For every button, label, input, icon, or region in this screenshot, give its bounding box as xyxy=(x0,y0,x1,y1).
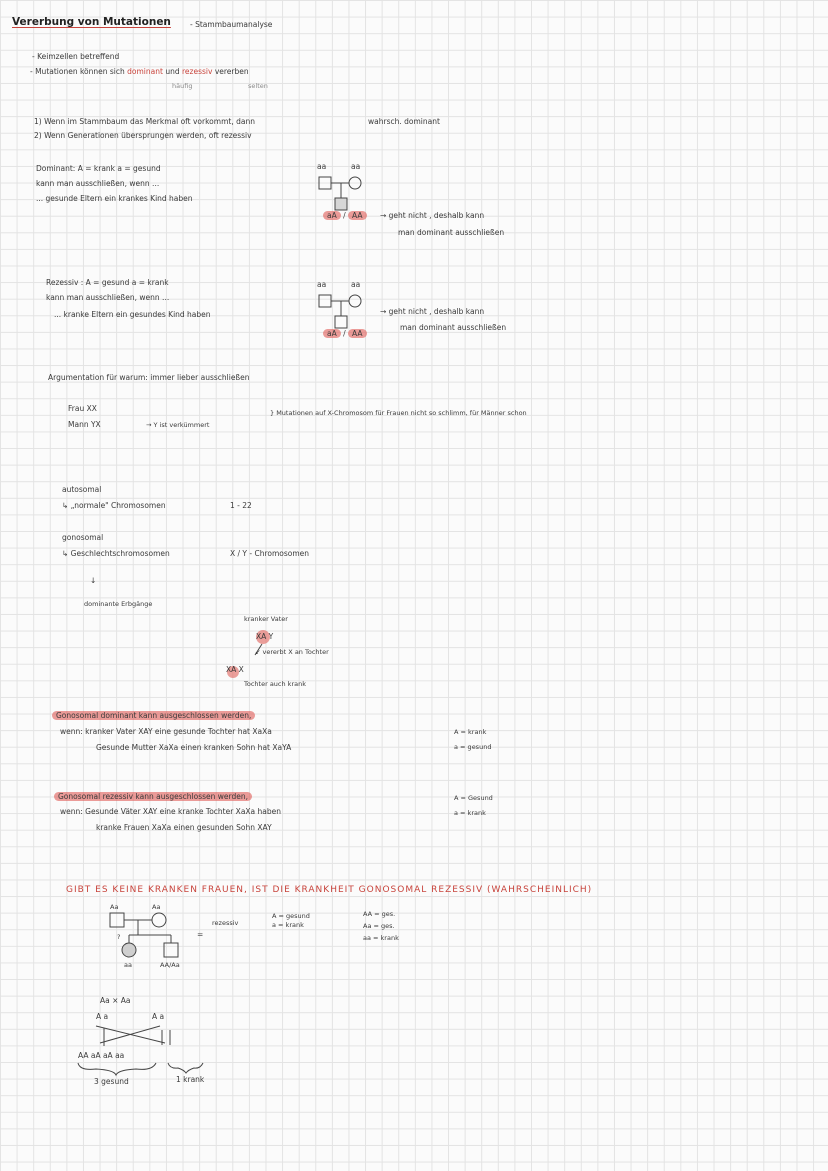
daughter-genotype: XA X xyxy=(226,665,244,674)
dominant-parent1-genotype: aa xyxy=(317,162,327,171)
recessive-parent1-genotype: aa xyxy=(317,280,327,289)
page-title: Vererbung von Mutationen xyxy=(12,16,171,28)
gonosomal-recessive-heading: Gonosomal rezessiv kann ausgeschlossen werden, xyxy=(54,791,252,802)
argumentation-note: Argumentation für warum: immer lieber ausschließen xyxy=(48,373,250,382)
recessive-child-genotypes: aA / AA xyxy=(323,328,367,339)
cross-healthy-count: 3 gesund xyxy=(94,1077,129,1086)
mother-circle-dominant xyxy=(349,177,361,189)
recessive-condition: kann man ausschließen, wenn ... xyxy=(46,293,170,302)
page-subtitle: - Stammbaumanalyse xyxy=(190,20,273,29)
down-arrow: ↓ xyxy=(90,576,97,585)
mother-circle-final xyxy=(152,913,166,927)
recessive-condition-detail: ... kranke Eltern ein gesundes Kind haben xyxy=(54,310,211,319)
gonosomal-dominant-heading: Gonosomal dominant kann ausgeschlossen werden, xyxy=(52,710,255,721)
dominant-inheritance-label: dominante Erbgänge xyxy=(84,600,153,608)
genotype-row1: AA = ges. xyxy=(363,910,396,918)
dominant-note-1: → geht nicht , deshalb kann xyxy=(380,211,485,220)
equals-sign: = xyxy=(197,930,204,939)
x-chromosome-mutation-note: } Mutationen auf X-Chromosom für Frauen nicht so schlimm, für Männer schon xyxy=(270,409,527,417)
chromosome-male: Mann YX xyxy=(68,420,101,429)
autosomal-range: 1 - 22 xyxy=(230,501,252,510)
child-square-dominant xyxy=(335,198,347,210)
inheritance-arrow-note: ↙ vererbt X an Tochter xyxy=(255,648,329,656)
rule-1-conclusion: wahrsch. dominant xyxy=(368,117,440,126)
dominant-child-genotypes: aA / AA xyxy=(323,210,367,221)
dominant-note-2: man dominant ausschließen xyxy=(398,228,505,237)
father-square-final xyxy=(110,913,124,927)
gonosomal-recessive-line1: wenn: Gesunde Väter XAY eine kranke Tochter XaXa haben xyxy=(60,807,282,816)
autosomal-description: ↳ „normale" Chromosomen xyxy=(62,501,166,510)
autosomal-title: autosomal xyxy=(62,485,102,494)
gonosomal-description: ↳ Geschlechtschromosomen xyxy=(62,549,170,558)
intro-line1: - Keimzellen betreffend xyxy=(32,52,120,61)
gonosomal-range: X / Y - Chromosomen xyxy=(230,549,310,558)
cross-left-alleles: A a xyxy=(96,1012,109,1021)
gonosomal-dominant-legend2: a = gesund xyxy=(454,743,492,751)
daughter-note: Tochter auch krank xyxy=(244,680,306,688)
note-haeufig: häufig xyxy=(172,82,193,90)
gonosomal-recessive-line2: kranke Frauen XaXa einen gesunden Sohn XAY xyxy=(96,823,272,832)
recessive-note-2: man dominant ausschließen xyxy=(400,323,507,332)
child-square-recessive xyxy=(335,316,347,328)
note-selten: selten xyxy=(248,82,268,90)
final-daughter-genotype: aa xyxy=(124,961,132,969)
final-parent1-genotype: Aa xyxy=(110,903,119,911)
recessive-definition: Rezessiv : A = gesund a = krank xyxy=(46,278,169,287)
final-parent2-genotype: Aa xyxy=(152,903,161,911)
cross-right-alleles: A a xyxy=(152,1012,165,1021)
word-dominant: dominant xyxy=(127,67,163,76)
final-legend1: A = gesund xyxy=(272,912,310,920)
father-square-recessive xyxy=(319,295,331,307)
genotype-row3: aa = krank xyxy=(363,934,399,942)
rule-1: 1) Wenn im Stammbaum das Merkmal oft vorkommt, dann xyxy=(34,117,255,126)
rule-2: 2) Wenn Generationen übersprungen werden, oft rezessiv xyxy=(34,131,252,140)
gonosomal-recessive-legend1: A = Gesund xyxy=(454,794,493,802)
son-square-final xyxy=(164,943,178,957)
y-chromosome-note: → Y ist verkümmert xyxy=(146,421,210,429)
recessive-note-1: → geht nicht , deshalb kann xyxy=(380,307,485,316)
gonosomal-recessive-legend2: a = krank xyxy=(454,809,486,817)
cross-sick-count: 1 krank xyxy=(176,1075,205,1084)
recessive-parent2-genotype: aa xyxy=(351,280,361,289)
cross-parents: Aa × Aa xyxy=(100,996,131,1005)
father-square-dominant xyxy=(319,177,331,189)
gonosomal-dominant-line2: Gesunde Mutter XaXa einen kranken Sohn hat XaYA xyxy=(96,743,292,752)
inheritance-type: rezessiv xyxy=(212,919,239,927)
intro-line2: - Mutationen können sich dominant und rezessiv vererben xyxy=(30,67,249,76)
cross-results: AA aA aA aa xyxy=(78,1051,125,1060)
mother-circle-recessive xyxy=(349,295,361,307)
chromosome-female: Frau XX xyxy=(68,404,97,413)
dominant-condition: kann man ausschließen, wenn ... xyxy=(36,179,160,188)
conclusion-heading: GIBT ES KEINE KRANKEN FRAUEN, IST DIE KRANKHEIT GONOSOMAL REZESSIV (WAHRSCHEINLICH) xyxy=(66,885,593,895)
gonosomal-dominant-line1: wenn: kranker Vater XAY eine gesunde Tochter hat XaXa xyxy=(60,727,272,736)
father-genotype: XA Y xyxy=(256,632,274,641)
dominant-condition-detail: ... gesunde Eltern ein krankes Kind haben xyxy=(36,194,193,203)
genotype-row2: Aa = ges. xyxy=(363,922,395,930)
dominant-definition: Dominant: A = krank a = gesund xyxy=(36,164,161,173)
sick-father-label: kranker Vater xyxy=(244,615,288,623)
dominant-parent2-genotype: aa xyxy=(351,162,361,171)
final-son-genotype: AA/Aa xyxy=(160,961,180,969)
word-rezessiv: rezessiv xyxy=(182,67,213,76)
final-legend2: a = krank xyxy=(272,921,304,929)
final-unknown-mark: ? xyxy=(117,933,121,941)
daughter-circle-final xyxy=(122,943,136,957)
gonosomal-title: gonosomal xyxy=(62,533,104,542)
gonosomal-dominant-legend1: A = krank xyxy=(454,728,487,736)
